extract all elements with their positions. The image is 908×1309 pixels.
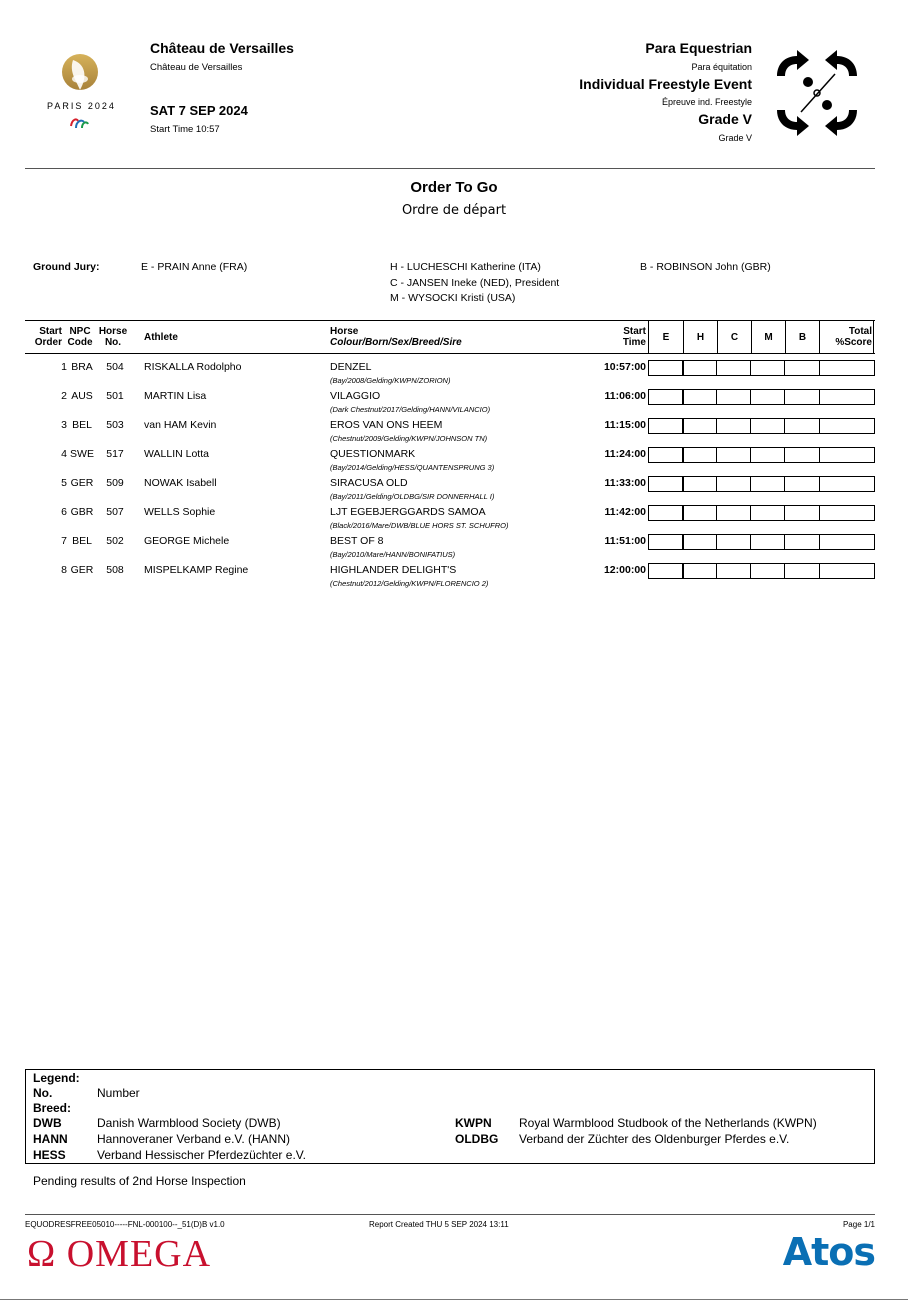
horse-name: EROS VAN ONS HEEM <box>330 419 443 431</box>
table-row <box>25 358 875 387</box>
header-horse-no-1: Horse <box>98 326 128 337</box>
header-start-order-1: Start <box>39 326 62 337</box>
score-e-box <box>648 563 684 579</box>
athlete-name: NOWAK Isabell <box>144 477 217 489</box>
horse-detail: (Bay/2011/Gelding/OLDBG/SIR DONNERHALL I) <box>330 492 495 501</box>
legend-title: Legend: <box>33 1071 80 1085</box>
npc-code: BEL <box>72 419 92 431</box>
header-npc-2: Code <box>67 337 93 348</box>
horse-name: BEST OF 8 <box>330 535 384 547</box>
event-title: Individual Freestyle Event <box>579 76 752 92</box>
header-judge-h: H <box>696 332 705 343</box>
footer-divider <box>25 1214 875 1215</box>
score-b-box <box>784 505 820 521</box>
start-order: 1 <box>61 361 67 373</box>
score-b-box <box>784 418 820 434</box>
header-judge-b: B <box>798 332 807 343</box>
header-total-1: Total <box>848 326 872 337</box>
legend-hann-value: Hannoveraner Verband e.V. (HANN) <box>97 1132 290 1146</box>
score-total-box <box>819 563 875 579</box>
score-c-box <box>716 389 751 405</box>
legend-oldbg-value: Verband der Züchter des Oldenburger Pferdes e.V. <box>519 1132 790 1146</box>
score-m-box <box>750 360 785 376</box>
header-judge-m: M <box>764 332 773 343</box>
npc-code: AUS <box>71 390 93 402</box>
start-order: 8 <box>61 564 67 576</box>
npc-code: GER <box>70 477 94 489</box>
score-c-box <box>716 418 751 434</box>
atos-logo: Atos <box>782 1230 875 1274</box>
score-e-box <box>648 418 684 434</box>
score-b-box <box>784 389 820 405</box>
score-b-box <box>784 447 820 463</box>
score-e-box <box>648 447 684 463</box>
score-b-box <box>784 534 820 550</box>
start-time: 10:57:00 <box>603 361 646 373</box>
score-m-box <box>750 447 785 463</box>
header-horse-1: Horse <box>330 326 359 337</box>
table-row <box>25 445 875 474</box>
score-h-box <box>682 476 717 492</box>
venue-subtitle: Château de Versailles <box>150 62 243 73</box>
start-time: 11:15:00 <box>604 419 646 431</box>
score-e-box <box>648 476 684 492</box>
games-logo-text: PARIS 2024 <box>47 101 116 111</box>
score-m-box <box>750 505 785 521</box>
athlete-name: WALLIN Lotta <box>144 448 209 460</box>
jury-label: Ground Jury: <box>33 261 100 273</box>
score-m-box <box>750 476 785 492</box>
npc-code: BEL <box>72 535 92 547</box>
start-time: Start Time 10:57 <box>150 124 220 135</box>
para-equestrian-pictogram-icon <box>775 50 859 136</box>
legend-oldbg-key: OLDBG <box>455 1132 499 1146</box>
sport-title-fr: Para équitation <box>691 62 752 72</box>
athlete-name: WELLS Sophie <box>144 506 216 518</box>
venue-title: Château de Versailles <box>150 40 294 56</box>
score-c-box <box>716 534 751 550</box>
horse-number: 503 <box>106 419 124 431</box>
header-total-2: %Score <box>835 337 872 348</box>
horse-detail: (Chestnut/2009/Gelding/KWPN/JOHNSON TN) <box>330 434 488 443</box>
horse-number: 508 <box>106 564 124 576</box>
start-time: 11:24:00 <box>604 448 646 460</box>
horse-detail: (Bay/2008/Gelding/KWPN/ZORION) <box>330 376 451 385</box>
horse-name: LJT EGEBJERGGARDS SAMOA <box>330 506 486 518</box>
score-c-box <box>716 505 751 521</box>
header-horse-no-2: No. <box>104 337 122 348</box>
start-order: 4 <box>61 448 67 460</box>
score-e-box <box>648 505 684 521</box>
start-time: 12:00:00 <box>603 564 646 576</box>
horse-detail: (Chestnut/2012/Gelding/KWPN/FLORENCIO 2) <box>330 579 489 588</box>
grade-title: Grade V <box>698 111 752 127</box>
header-divider <box>25 168 875 169</box>
score-total-box <box>819 534 875 550</box>
sport-title: Para Equestrian <box>645 40 752 56</box>
page-bottom-rule <box>0 1299 908 1300</box>
page-number: Page 1/1 <box>842 1220 875 1229</box>
score-e-box <box>648 389 684 405</box>
score-m-box <box>750 563 785 579</box>
start-order: 6 <box>61 506 67 518</box>
score-h-box <box>682 447 717 463</box>
score-total-box <box>819 418 875 434</box>
legend-dwb-value: Danish Warmblood Society (DWB) <box>97 1116 281 1130</box>
start-order: 7 <box>61 535 67 547</box>
horse-name: DENZEL <box>330 361 372 373</box>
table-row <box>25 416 875 445</box>
horse-detail: (Bay/2010/Mare/HANN/BONIFATIUS) <box>330 550 456 559</box>
omega-logo: Ω OMEGA <box>27 1233 212 1275</box>
paris-2024-logo <box>55 50 105 98</box>
score-total-box <box>819 447 875 463</box>
score-b-box <box>784 476 820 492</box>
horse-number: 502 <box>106 535 124 547</box>
athlete-name: RISKALLA Rodolpho <box>144 361 242 373</box>
start-time: 11:42:00 <box>604 506 646 518</box>
table-row <box>25 503 875 532</box>
event-title-fr: Épreuve ind. Freestyle <box>661 97 752 107</box>
horse-detail: (Dark Chestnut/2017/Gelding/HANN/VILANCIO) <box>330 405 491 414</box>
report-code: EQUODRESFREE05010-----FNL-000100--_51(D)B v1.0 <box>25 1220 225 1229</box>
horse-name: QUESTIONMARK <box>330 448 416 460</box>
horse-number: 507 <box>106 506 124 518</box>
npc-code: BRA <box>71 361 93 373</box>
npc-code: GER <box>70 564 94 576</box>
score-e-box <box>648 360 684 376</box>
jury-e: E - PRAIN Anne (FRA) <box>141 261 248 273</box>
legend-hann-key: HANN <box>33 1132 68 1146</box>
page-title: Order To Go <box>410 179 498 196</box>
score-total-box <box>819 360 875 376</box>
score-total-box <box>819 389 875 405</box>
score-m-box <box>750 534 785 550</box>
start-order: 2 <box>61 390 67 402</box>
horse-number: 517 <box>106 448 124 460</box>
npc-code: SWE <box>70 448 94 460</box>
paralympic-agitos-icon <box>68 116 90 130</box>
start-time: 11:06:00 <box>604 390 646 402</box>
legend-hess-key: HESS <box>33 1148 66 1162</box>
horse-number: 501 <box>106 390 124 402</box>
header-athlete: Athlete <box>144 332 178 343</box>
athlete-name: van HAM Kevin <box>144 419 217 431</box>
legend-kwpn-key: KWPN <box>455 1116 492 1130</box>
horse-name: HIGHLANDER DELIGHT'S <box>330 564 457 576</box>
athlete-name: MISPELKAMP Regine <box>144 564 249 576</box>
score-m-box <box>750 418 785 434</box>
legend-dwb-key: DWB <box>33 1116 62 1130</box>
horse-number: 504 <box>106 361 124 373</box>
score-h-box <box>682 505 717 521</box>
score-b-box <box>784 563 820 579</box>
score-m-box <box>750 389 785 405</box>
header-start-time-2: Time <box>622 337 646 348</box>
legend-box <box>25 1069 875 1164</box>
npc-code: GBR <box>70 506 94 518</box>
horse-detail: (Black/2016/Mare/DWB/BLUE HORS ST. SCHUFRO) <box>330 521 509 530</box>
athlete-name: GEORGE Michele <box>144 535 230 547</box>
horse-detail: (Bay/2014/Gelding/HESS/QUANTENSPRUNG 3) <box>330 463 495 472</box>
score-e-box <box>648 534 684 550</box>
jury-h: H - LUCHESCHI Katherine (ITA) <box>390 261 541 273</box>
start-order: 5 <box>61 477 67 489</box>
page-subtitle: Ordre de départ <box>401 203 507 218</box>
table-header <box>25 320 875 354</box>
table-row <box>25 561 875 590</box>
legend-breed-title: Breed: <box>33 1101 72 1115</box>
score-h-box <box>682 360 717 376</box>
score-h-box <box>682 418 717 434</box>
header-judge-e: E <box>662 332 670 343</box>
start-time: 11:33:00 <box>604 477 646 489</box>
grade-title-fr: Grade V <box>718 133 752 143</box>
start-list <box>25 358 875 590</box>
table-row <box>25 387 875 416</box>
horse-name: SIRACUSA OLD <box>330 477 408 489</box>
jury-b: B - ROBINSON John (GBR) <box>640 261 771 273</box>
score-total-box <box>819 476 875 492</box>
header-start-time-1: Start <box>623 326 646 337</box>
jury-m: M - WYSOCKI Kristi (USA) <box>390 292 516 304</box>
start-order: 3 <box>61 419 67 431</box>
pending-note: Pending results of 2nd Horse Inspection <box>33 1174 246 1188</box>
score-h-box <box>682 389 717 405</box>
table-row <box>25 474 875 503</box>
legend-hess-value: Verband Hessischer Pferdezüchter e.V. <box>97 1148 307 1162</box>
table-row <box>25 532 875 561</box>
score-c-box <box>716 360 751 376</box>
horse-name: VILAGGIO <box>330 390 381 402</box>
jury-c: C - JANSEN Ineke (NED), President <box>390 277 560 289</box>
score-c-box <box>716 563 751 579</box>
score-b-box <box>784 360 820 376</box>
score-h-box <box>682 563 717 579</box>
athlete-name: MARTIN Lisa <box>144 390 207 402</box>
legend-no-value: Number <box>97 1086 140 1100</box>
start-time: 11:51:00 <box>604 535 646 547</box>
score-total-box <box>819 505 875 521</box>
event-date: SAT 7 SEP 2024 <box>150 103 248 118</box>
legend-no-key: No. <box>33 1086 53 1100</box>
horse-number: 509 <box>106 477 124 489</box>
score-h-box <box>682 534 717 550</box>
header-horse-2: Colour/Born/Sex/Breed/Sire <box>330 337 462 348</box>
header-start-order-2: Order <box>34 337 62 348</box>
score-c-box <box>716 447 751 463</box>
report-created: Report Created THU 5 SEP 2024 13:11 <box>369 1220 509 1229</box>
legend-kwpn-value: Royal Warmblood Studbook of the Netherlands (KWPN) <box>519 1116 817 1130</box>
score-c-box <box>716 476 751 492</box>
header-npc-1: NPC <box>69 326 91 337</box>
header-judge-c: C <box>730 332 739 343</box>
